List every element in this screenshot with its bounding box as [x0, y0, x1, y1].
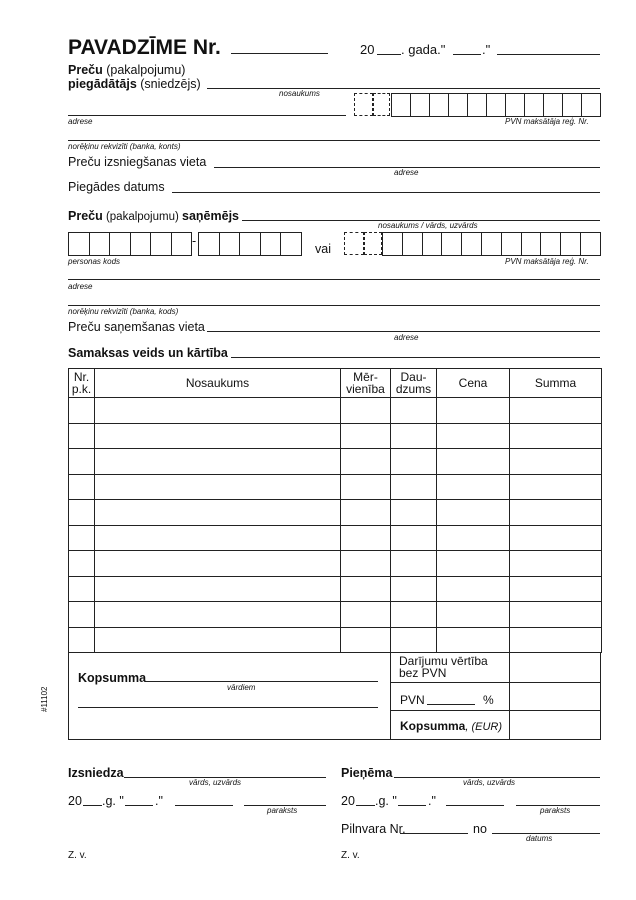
totals-divider-1: [390, 652, 391, 740]
in-words-caption: vārdiem: [227, 683, 256, 692]
table-cell[interactable]: [95, 423, 341, 449]
receiver-vat-digit-box[interactable]: [521, 232, 542, 256]
supplier-label-norm2: (sniedzējs): [136, 77, 201, 91]
receiver-bank-caption: norēķinu rekvizīti (banka, kods): [68, 307, 179, 316]
table-row: [69, 474, 602, 500]
supplier-label-norm1: (pakalpojumu): [102, 63, 186, 77]
form-code: #11102: [40, 686, 49, 712]
table-cell[interactable]: [95, 474, 341, 500]
table-row: [69, 423, 602, 449]
table-cell[interactable]: [437, 474, 510, 500]
received-date-g: .g. ": [375, 794, 397, 808]
vat-percent-sign: %: [483, 693, 494, 707]
table-cell[interactable]: [437, 602, 510, 628]
table-cell[interactable]: [510, 500, 602, 526]
receiver-name-caption: nosaukums / vārds, uzvārds: [378, 221, 478, 230]
issue-place-label: Preču izsniegšanas vieta: [68, 155, 207, 169]
issued-date-day[interactable]: [125, 805, 153, 806]
table-cell[interactable]: [391, 423, 437, 449]
col-unit-l2: vienība: [346, 382, 385, 396]
receiver-vat-digit-box[interactable]: [422, 232, 443, 256]
deal-value-label: [399, 655, 488, 679]
table-cell[interactable]: [341, 474, 391, 500]
table-row: [69, 525, 602, 551]
kopsumma-words-field[interactable]: [146, 681, 378, 682]
payment-label: Samaksas veids un kārtība: [68, 346, 228, 360]
received-name-caption: vārds, uzvārds: [463, 778, 516, 787]
date-year-field[interactable]: [377, 54, 401, 55]
receiver-address-caption: adrese: [68, 282, 93, 291]
date-prefix: 20: [360, 42, 375, 57]
table-cell[interactable]: [69, 525, 95, 551]
vat-label: PVN: [400, 693, 425, 707]
col-header-sum: Summa: [510, 369, 602, 398]
deal-value-l2: bez PVN: [399, 666, 447, 680]
table-cell[interactable]: [95, 525, 341, 551]
supplier-vat-caption: PVN maksātāja reģ. Nr.: [505, 117, 589, 126]
receiver-vat-digit-box[interactable]: [580, 232, 601, 256]
receiver-vat-caption: PVN maksātāja reģ. Nr.: [505, 257, 589, 266]
col-header-unit: [341, 369, 391, 398]
supplier-address-field[interactable]: [68, 115, 346, 116]
page-title: PAVADZĪME Nr.: [68, 36, 221, 59]
or-label: vai: [315, 242, 331, 256]
table-cell[interactable]: [510, 602, 602, 628]
personal-code-caption: personas kods: [68, 257, 121, 266]
table-cell[interactable]: [95, 500, 341, 526]
proxy-no-label: no: [473, 822, 487, 836]
receiver-vat-digit-box[interactable]: [481, 232, 502, 256]
col-qty-l2: dzums: [395, 382, 432, 396]
receive-place-field[interactable]: [207, 331, 600, 332]
table-cell[interactable]: [391, 474, 437, 500]
receiver-vat-prefix-box-1[interactable]: [344, 232, 364, 255]
total-currency: , (EUR): [465, 721, 503, 733]
received-date-year[interactable]: [356, 805, 375, 806]
received-sign-caption: paraksts: [540, 806, 571, 815]
vat-prefix-box-2[interactable]: [373, 93, 390, 116]
date-gada-label: . gada.": [401, 42, 446, 57]
receiver-label: [68, 209, 239, 223]
totals-block: [68, 652, 601, 740]
table-cell[interactable]: [69, 602, 95, 628]
receiver-label-bold1: Preču: [68, 209, 103, 223]
items-table: [68, 368, 602, 653]
col-header-name: Nosaukums: [95, 369, 341, 398]
table-cell[interactable]: [69, 423, 95, 449]
table-cell[interactable]: [341, 449, 391, 475]
table-cell[interactable]: [341, 576, 391, 602]
supplier-label-bold1: Preču: [68, 63, 103, 77]
proxy-date-caption: datums: [526, 834, 553, 843]
receiver-vat-digit-box[interactable]: [560, 232, 581, 256]
receiver-label-norm: (pakalpojumu): [102, 211, 183, 223]
personal-code-digit-box[interactable]: [68, 232, 90, 256]
received-label: Pieņēma: [341, 766, 393, 780]
table-cell[interactable]: [391, 602, 437, 628]
table-row: [69, 551, 602, 577]
issued-date-g: .g. ": [102, 794, 124, 808]
table-cell[interactable]: [391, 500, 437, 526]
total-label: [400, 719, 502, 733]
supplier-vat-digit-box[interactable]: [524, 93, 544, 117]
receiver-vat-digit-box[interactable]: [461, 232, 482, 256]
supplier-vat-digit-box[interactable]: [391, 93, 411, 117]
personal-code-digit-box[interactable]: [130, 232, 152, 256]
table-cell[interactable]: [95, 627, 341, 653]
payment-field[interactable]: [231, 357, 600, 358]
receive-place-caption: adrese: [394, 333, 419, 342]
table-row: [69, 449, 602, 475]
table-row: [69, 500, 602, 526]
delivery-date-field[interactable]: [172, 192, 600, 193]
table-cell[interactable]: [510, 449, 602, 475]
issued-sign-caption: paraksts: [267, 806, 298, 815]
receiver-vat-digit-box[interactable]: [441, 232, 462, 256]
personal-code-digit-box[interactable]: [198, 232, 220, 256]
table-cell[interactable]: [69, 576, 95, 602]
supplier-vat-digit-box[interactable]: [505, 93, 525, 117]
table-cell[interactable]: [341, 500, 391, 526]
col-nr-l1: Nr.: [73, 370, 90, 384]
issued-date-prefix: 20: [68, 794, 82, 808]
personal-code-digit-box[interactable]: [219, 232, 241, 256]
table-cell[interactable]: [510, 474, 602, 500]
vat-prefix-box-1[interactable]: [354, 93, 373, 116]
table-cell[interactable]: [341, 627, 391, 653]
supplier-bank-caption: norēķinu rekvizīti (banka, konts): [68, 142, 181, 151]
received-date-month[interactable]: [446, 805, 504, 806]
receiver-vat-digit-box[interactable]: [501, 232, 522, 256]
date-day-field[interactable]: [453, 54, 481, 55]
supplier-label-bold2: piegādātājs: [68, 77, 137, 91]
vat-percent-field[interactable]: [427, 704, 475, 705]
issued-date-month[interactable]: [175, 805, 233, 806]
table-cell[interactable]: [341, 398, 391, 424]
personal-code-dash: -: [192, 234, 197, 248]
supplier-vat-digit-box[interactable]: [429, 93, 449, 117]
col-header-qty: [391, 369, 437, 398]
personal-code-digit-box[interactable]: [109, 232, 131, 256]
personal-code-digit-box[interactable]: [260, 232, 282, 256]
table-cell[interactable]: [69, 474, 95, 500]
receiver-vat-digit-box[interactable]: [382, 232, 403, 256]
totals-hline-2: [390, 710, 601, 711]
table-cell[interactable]: [391, 449, 437, 475]
issued-label: Izsniedza: [68, 766, 124, 780]
issued-date-sep: .": [155, 794, 163, 808]
supplier-vat-digit-box[interactable]: [543, 93, 563, 117]
proxy-number-field[interactable]: [400, 833, 468, 834]
supplier-name-caption: nosaukums: [279, 89, 320, 98]
supplier-vat-digit-box[interactable]: [448, 93, 468, 117]
supplier-label: [68, 63, 201, 91]
supplier-vat-digit-box[interactable]: [467, 93, 487, 117]
receiver-vat-digit-box[interactable]: [402, 232, 423, 256]
table-cell[interactable]: [510, 423, 602, 449]
invoice-number-field[interactable]: [231, 53, 328, 54]
table-cell[interactable]: [437, 398, 510, 424]
table-cell[interactable]: [69, 398, 95, 424]
table-cell[interactable]: [391, 551, 437, 577]
table-cell[interactable]: [437, 551, 510, 577]
table-cell[interactable]: [391, 398, 437, 424]
table-cell[interactable]: [341, 551, 391, 577]
deal-value-l1: Darījumu vērtība: [399, 654, 488, 668]
table-cell[interactable]: [95, 602, 341, 628]
supplier-vat-digit-box[interactable]: [486, 93, 506, 117]
col-header-price: Cena: [437, 369, 510, 398]
table-cell[interactable]: [69, 449, 95, 475]
date-month-field[interactable]: [497, 54, 600, 55]
table-cell[interactable]: [437, 423, 510, 449]
totals-hline-1: [390, 682, 601, 683]
personal-code-digit-box[interactable]: [239, 232, 261, 256]
received-date-prefix: 20: [341, 794, 355, 808]
totals-divider-2: [509, 652, 510, 740]
issued-name-caption: vārds, uzvārds: [189, 778, 242, 787]
received-date-day[interactable]: [398, 805, 426, 806]
table-row: [69, 398, 602, 424]
received-date-sep: .": [428, 794, 436, 808]
table-cell[interactable]: [69, 551, 95, 577]
table-row: [69, 602, 602, 628]
table-cell[interactable]: [341, 602, 391, 628]
receiver-label-bold2: saņēmējs: [182, 209, 239, 223]
table-cell[interactable]: [341, 423, 391, 449]
personal-code-digit-box[interactable]: [89, 232, 111, 256]
receiver-address-field[interactable]: [68, 279, 600, 280]
table-header-row: [69, 369, 602, 398]
date-sep: .": [482, 42, 491, 57]
table-cell[interactable]: [95, 551, 341, 577]
table-cell[interactable]: [510, 627, 602, 653]
table-cell[interactable]: [510, 576, 602, 602]
col-header-nr: [69, 369, 95, 398]
receive-place-label: Preču saņemšanas vieta: [68, 320, 205, 334]
supplier-vat-digit-box[interactable]: [581, 93, 601, 117]
proxy-label: Pilnvara Nr.: [341, 822, 406, 836]
personal-code-digit-box[interactable]: [280, 232, 302, 256]
table-cell[interactable]: [391, 627, 437, 653]
table-cell[interactable]: [95, 398, 341, 424]
personal-code-digit-box[interactable]: [171, 232, 193, 256]
supplier-name-field[interactable]: [207, 88, 600, 89]
receiver-vat-prefix-box-2[interactable]: [364, 232, 382, 255]
delivery-date-label: Piegādes datums: [68, 180, 165, 194]
table-cell[interactable]: [510, 525, 602, 551]
issue-place-caption: adrese: [394, 168, 419, 177]
table-cell[interactable]: [437, 449, 510, 475]
issued-date-year[interactable]: [83, 805, 102, 806]
issued-stamp: Z. v.: [68, 850, 87, 861]
table-cell[interactable]: [391, 525, 437, 551]
supplier-vat-digit-box[interactable]: [410, 93, 430, 117]
receiver-vat-digit-box[interactable]: [540, 232, 561, 256]
personal-code-digit-box[interactable]: [150, 232, 172, 256]
table-cell[interactable]: [69, 627, 95, 653]
col-unit-l1: Mēr-: [353, 370, 378, 384]
col-nr-l2: p.k.: [71, 382, 92, 396]
table-row: [69, 627, 602, 653]
supplier-bank-field[interactable]: [68, 140, 600, 141]
table-cell[interactable]: [437, 525, 510, 551]
table-cell[interactable]: [437, 576, 510, 602]
supplier-address-caption: adrese: [68, 117, 93, 126]
kopsumma-label: Kopsumma: [78, 671, 147, 685]
receiver-bank-field[interactable]: [68, 305, 600, 306]
received-stamp: Z. v.: [341, 850, 360, 861]
total-label-bold: Kopsumma: [400, 719, 466, 733]
col-qty-l1: Dau-: [400, 370, 427, 384]
table-cell[interactable]: [510, 398, 602, 424]
table-cell[interactable]: [510, 551, 602, 577]
table-cell[interactable]: [341, 525, 391, 551]
supplier-vat-digit-box[interactable]: [562, 93, 582, 117]
kopsumma-words-field-2[interactable]: [78, 707, 378, 708]
table-cell[interactable]: [437, 627, 510, 653]
table-row: [69, 576, 602, 602]
table-cell[interactable]: [95, 449, 341, 475]
table-cell[interactable]: [69, 500, 95, 526]
table-cell[interactable]: [391, 576, 437, 602]
table-cell[interactable]: [437, 500, 510, 526]
table-cell[interactable]: [95, 576, 341, 602]
